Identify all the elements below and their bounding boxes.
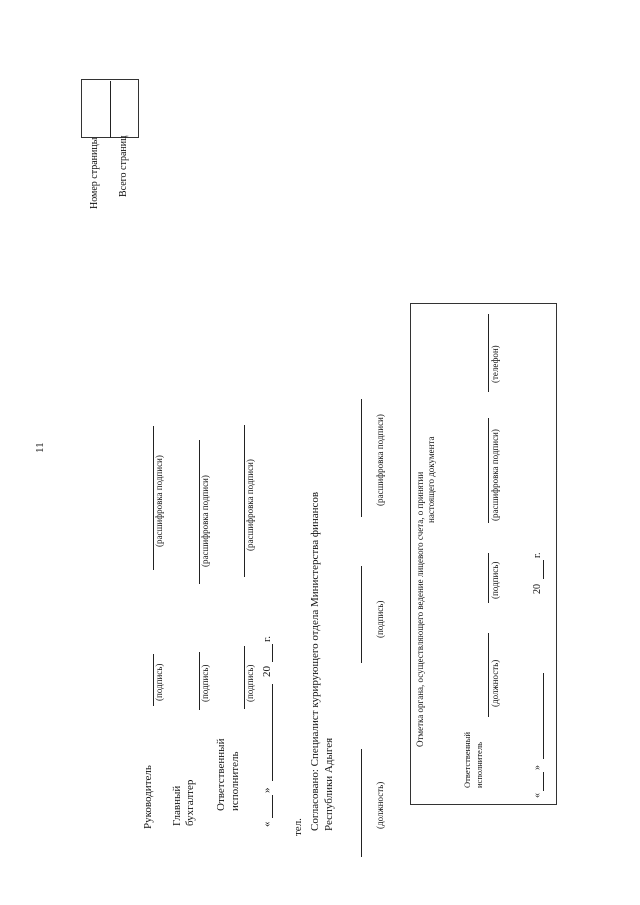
mark-decoding-line xyxy=(488,418,489,523)
mark-date-year-prefix: 20 xyxy=(532,584,543,594)
mark-date-year-line xyxy=(543,560,544,579)
mark-title-line-2: настоящего документа xyxy=(426,436,436,523)
date-year-line xyxy=(272,644,273,662)
executor-decoding-caption: (расшифровка подписи) xyxy=(245,459,255,551)
mark-position-caption: (должность) xyxy=(490,659,500,707)
date-month-line xyxy=(272,684,273,781)
agreed-signature-caption: (подпись) xyxy=(375,600,385,638)
agreed-decoding-caption: (расшифровка подписи) xyxy=(375,414,385,506)
date-year-suffix: г. xyxy=(261,635,273,642)
mark-title-line-1: Отметка органа, осуществляющего ведение лицевого счета, о принятии xyxy=(415,471,425,747)
head-label: Руководитель xyxy=(142,765,154,829)
agreed-position-line xyxy=(361,749,362,857)
mark-signature-caption: (подпись) xyxy=(490,561,500,599)
page-number: 11 xyxy=(34,442,46,453)
mark-date-close-quote: » xyxy=(532,765,543,770)
phone-label: тел. xyxy=(292,818,304,836)
head-signature-caption: (подпись) xyxy=(154,663,164,701)
page-number-label: Номер страницы xyxy=(89,137,100,209)
date-open-quote: « xyxy=(261,821,273,827)
agreed-position-caption: (должность) xyxy=(375,781,385,829)
date-day-line xyxy=(272,795,273,818)
date-year-prefix: 20 xyxy=(261,666,273,677)
agreed-decoding-line xyxy=(361,399,362,517)
page-count-divider xyxy=(110,81,111,138)
mark-date-year-suffix: г. xyxy=(532,552,543,558)
agreed-signature-line xyxy=(361,566,362,663)
agreed-line-2: Республики Адыгея xyxy=(323,737,335,831)
agreed-line-1: Согласовано: Специалист курирующего отдела Министерства финансов xyxy=(309,491,321,831)
mark-date-day-line xyxy=(543,772,544,791)
mark-executor-label-1: Ответственный xyxy=(462,732,472,788)
total-pages-label: Всего страниц xyxy=(118,135,129,197)
mark-position-line xyxy=(488,633,489,717)
mark-executor-label-2: исполнитель xyxy=(474,742,484,788)
mark-phone-caption: (телефон) xyxy=(490,345,500,383)
chief-accountant-label-2: бухгалтер xyxy=(184,779,196,826)
accountant-signature-caption: (подпись) xyxy=(200,664,210,702)
mark-date-month-line xyxy=(543,673,544,759)
executor-signature-caption: (подпись) xyxy=(245,664,255,702)
executor-label-2: исполнитель xyxy=(229,751,241,811)
accountant-decoding-caption: (расшифровка подписи) xyxy=(200,475,210,567)
date-close-quote: » xyxy=(261,787,273,793)
mark-signature-line xyxy=(488,553,489,603)
executor-label-1: Ответственный xyxy=(215,738,227,811)
mark-date-open-quote: « xyxy=(532,793,543,798)
head-decoding-caption: (расшифровка подписи) xyxy=(154,455,164,547)
chief-accountant-label-1: Главный xyxy=(171,785,183,826)
mark-decoding-caption: (расшифровка подписи) xyxy=(490,429,500,521)
mark-phone-line xyxy=(488,314,489,392)
